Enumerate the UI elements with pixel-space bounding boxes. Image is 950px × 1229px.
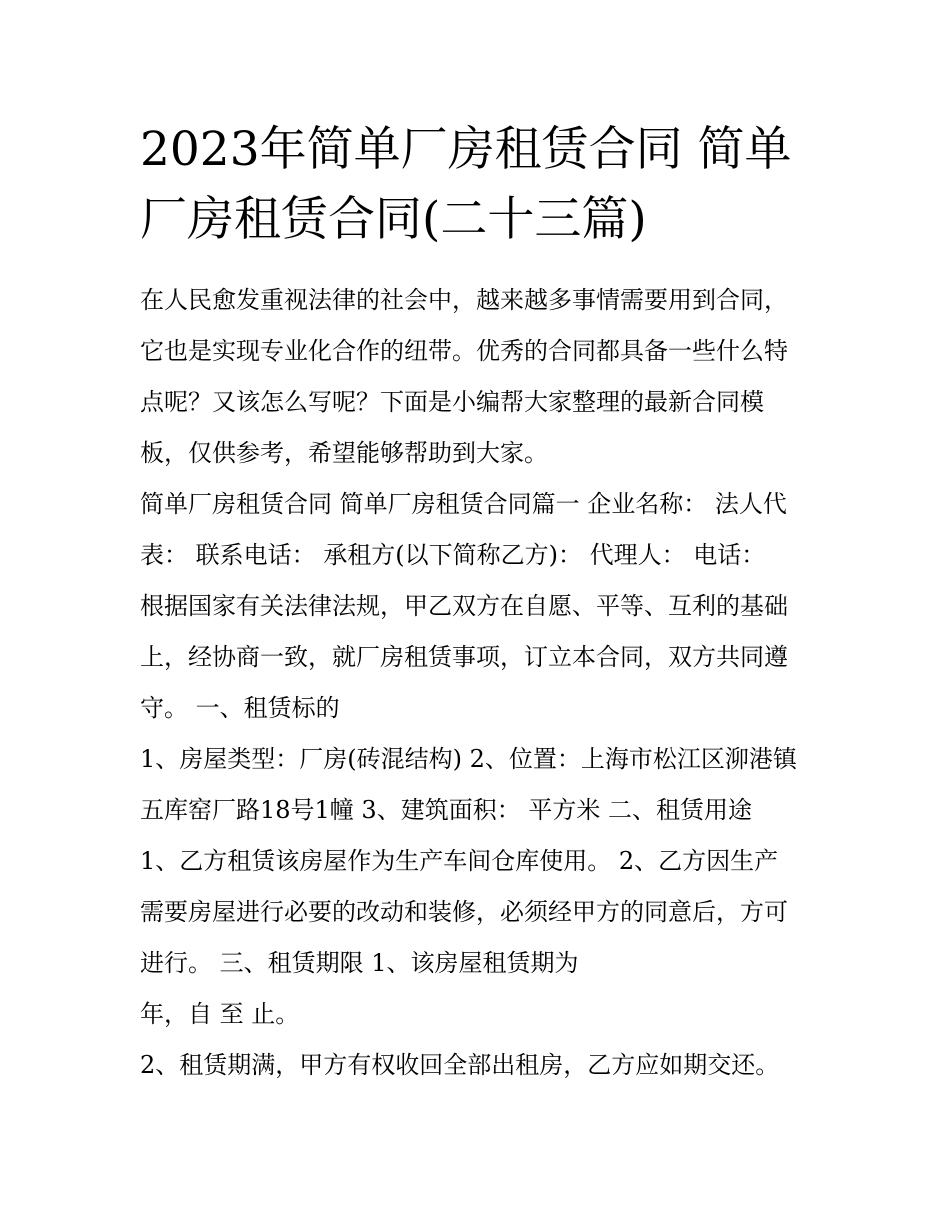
paragraph-line: 上，经协商一致，就厂房租赁事项，订立本合同，双方共同遵 <box>140 643 788 671</box>
paragraph-line: 需要房屋进行必要的改动和装修，必须经甲方的同意后，方可 <box>140 898 788 926</box>
paragraph-line: 五库窑厂路18号1幢 3、建筑面积： 平方米 二、租赁用途 <box>140 796 752 824</box>
paragraph-line: 点呢？又该怎么写呢？下面是小编帮大家整理的最新合同模 <box>140 388 764 416</box>
paragraph-line: 根据国家有关法律法规，甲乙双方在自愿、平等、互利的基础 <box>140 592 788 620</box>
paragraph-line: 守。 一、租赁标的 <box>140 694 340 722</box>
paragraph-line: 板，仅供参考，希望能够帮助到大家。 <box>140 439 548 467</box>
paragraph-line: 在人民愈发重视法律的社会中，越来越多事情需要用到合同， <box>140 286 788 314</box>
paragraph-line: 简单厂房租赁合同 简单厂房租赁合同篇一 企业名称： 法人代 <box>140 490 787 518</box>
paragraph-line: 表： 联系电话： 承租方(以下简称乙方)： 代理人： 电话： <box>140 541 766 569</box>
document-title: 2023年简单厂房租赁合同 简单厂房租赁合同(二十三篇) <box>140 122 792 247</box>
paragraph-line: 1、乙方租赁该房屋作为生产车间仓库使用。 2、乙方因生产 <box>140 847 779 875</box>
paragraph-line: 年，自 至 止。 <box>140 1000 300 1028</box>
paragraph-line: 2、租赁期满，甲方有权收回全部出租房，乙方应如期交还。 <box>140 1051 780 1079</box>
paragraph-line: 它也是实现专业化合作的纽带。优秀的合同都具备一些什么特 <box>140 337 788 365</box>
paragraph-line: 进行。 三、租赁期限 1、该房屋租赁期为 <box>140 949 579 977</box>
paragraph-line: 1、房屋类型：厂房(砖混结构) 2、位置：上海市松江区泖港镇 <box>140 745 797 773</box>
